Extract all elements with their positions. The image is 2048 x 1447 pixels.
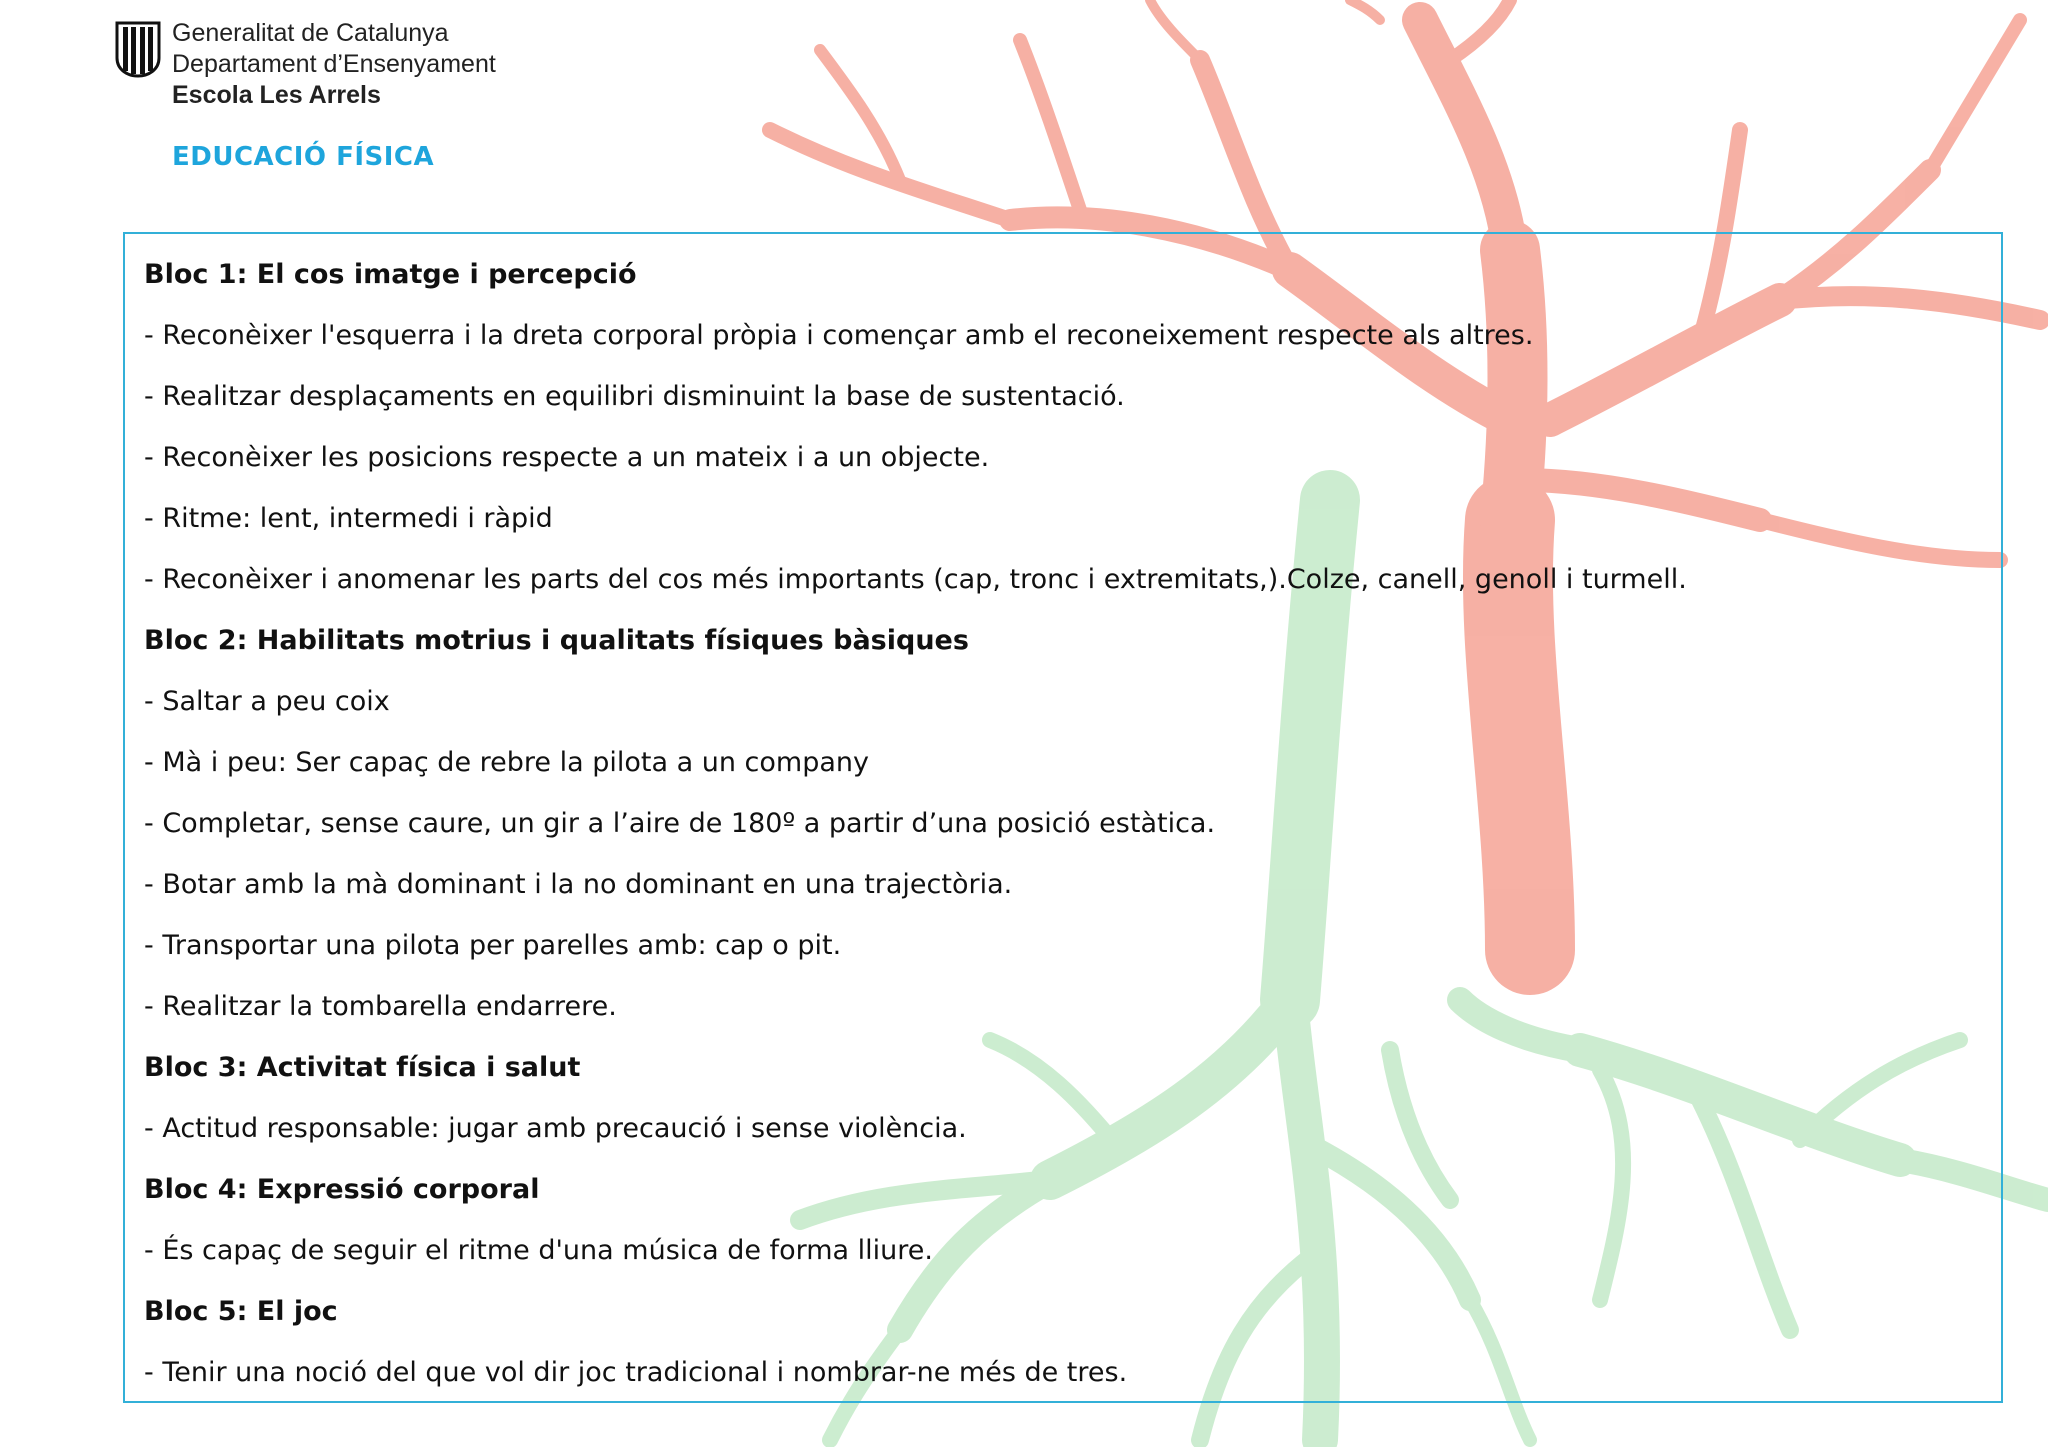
objective-item: - Mà i peu: Ser capaç de rebre la pilota a un company — [144, 747, 869, 778]
objective-item: - Reconèixer les posicions respecte a un mateix i a un objecte. — [144, 442, 990, 473]
generalitat-logo-icon — [114, 20, 162, 78]
objective-item: - Tenir una noció del que vol dir joc tradicional i nombrar-ne més de tres. — [144, 1357, 1128, 1388]
block-heading: Bloc 4: Expressió corporal — [144, 1174, 540, 1205]
objective-item: - Ritme: lent, intermedi i ràpid — [144, 503, 553, 534]
objective-item: - Transportar una pilota per parelles amb: cap o pit. — [144, 930, 842, 961]
block-heading: Bloc 1: El cos imatge i percepció — [144, 259, 637, 290]
objective-item: - Botar amb la mà dominant i la no dominant en una trajectòria. — [144, 869, 1013, 900]
objective-item: - Completar, sense caure, un gir a l’aire de 180º a partir d’una posició estàtica. — [144, 808, 1216, 839]
block-heading: Bloc 2: Habilitats motrius i qualitats físiques bàsiques — [144, 625, 969, 656]
block-heading: Bloc 5: El joc — [144, 1296, 338, 1327]
objectives-list — [144, 244, 1991, 1403]
objectives-box — [123, 232, 2003, 1403]
objective-item: - Saltar a peu coix — [144, 686, 390, 717]
objective-item: - Realitzar la tombarella endarrere. — [144, 991, 617, 1022]
objective-item: - Reconèixer l'esquerra i la dreta corporal pròpia i començar amb el reconeixement respecte als altres. — [144, 320, 1534, 351]
objective-item: - Reconèixer i anomenar les parts del cos més importants (cap, tronc i extremitats,).Colze, canell, genoll i turmell. — [144, 564, 1687, 595]
department-name: Departament d’Ensenyament — [172, 50, 496, 78]
block-heading: Bloc 3: Activitat física i salut — [144, 1052, 581, 1083]
org-name: Generalitat de Catalunya — [172, 19, 449, 47]
objective-item: - Actitud responsable: jugar amb precaució i sense violència. — [144, 1113, 967, 1144]
subject-title: EDUCACIÓ FÍSICA — [172, 142, 435, 172]
objective-item: - Realitzar desplaçaments en equilibri disminuint la base de sustentació. — [144, 381, 1125, 412]
school-name: Escola Les Arrels — [172, 81, 381, 109]
objective-item: - És capaç de seguir el ritme d'una música de forma lliure. — [144, 1235, 933, 1266]
